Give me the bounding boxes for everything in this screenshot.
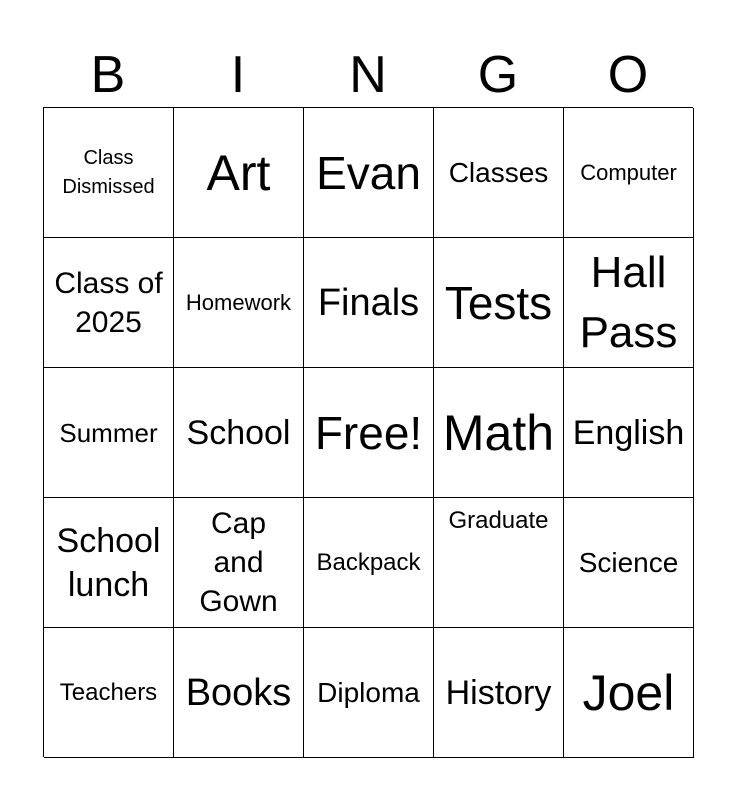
bingo-cell[interactable] xyxy=(564,498,694,628)
bingo-header xyxy=(43,44,693,106)
bingo-cell[interactable] xyxy=(564,368,694,498)
bingo-cell[interactable] xyxy=(434,108,564,238)
bingo-board xyxy=(43,107,693,757)
bingo-cell[interactable] xyxy=(434,238,564,368)
cell-label: Art xyxy=(206,144,271,201)
cell-label: Science xyxy=(578,546,679,578)
bingo-cell[interactable] xyxy=(44,498,174,628)
cell-label: Free! xyxy=(314,406,423,459)
bingo-cell[interactable] xyxy=(304,498,434,628)
cell-label: Cap and Gown xyxy=(199,507,278,618)
header-letter-g: G xyxy=(477,46,519,104)
header-letter-o: O xyxy=(607,46,649,104)
cell-label: Finals xyxy=(317,281,420,324)
bingo-cell[interactable] xyxy=(44,628,174,758)
cell-label: Summer xyxy=(59,417,158,448)
bingo-cell[interactable] xyxy=(434,498,564,628)
cell-label: Class Dismissed xyxy=(62,146,155,198)
bingo-cell[interactable] xyxy=(174,238,304,368)
cell-label: Math xyxy=(442,404,555,461)
cell-label: History xyxy=(445,673,552,712)
bingo-cell[interactable] xyxy=(434,368,564,498)
header-letter-n: N xyxy=(349,46,387,104)
bingo-cell[interactable] xyxy=(174,498,304,628)
cell-label: English xyxy=(572,413,685,452)
bingo-cell[interactable] xyxy=(44,368,174,498)
bingo-cell[interactable] xyxy=(304,628,434,758)
cell-label: Tests xyxy=(444,276,553,329)
cell-label: Graduate xyxy=(448,507,549,534)
header-letter-b: B xyxy=(90,46,126,104)
bingo-cell[interactable] xyxy=(564,628,694,758)
cell-label: Hall Pass xyxy=(579,247,678,357)
bingo-cell[interactable] xyxy=(304,238,434,368)
cell-label: Teachers xyxy=(59,679,158,706)
cell-label: Books xyxy=(185,671,292,714)
cell-label: Class of 2025 xyxy=(54,266,163,339)
cell-label: Computer xyxy=(580,159,677,185)
bingo-cell[interactable] xyxy=(434,628,564,758)
bingo-cell[interactable] xyxy=(174,108,304,238)
header-letter-i: I xyxy=(230,46,246,104)
bingo-cell[interactable] xyxy=(174,368,304,498)
bingo-cell[interactable] xyxy=(304,368,434,498)
cell-label: Backpack xyxy=(316,549,421,576)
cell-label: School lunch xyxy=(56,521,161,604)
bingo-cell[interactable] xyxy=(44,238,174,368)
cell-label: Homework xyxy=(185,289,292,315)
cell-label: Evan xyxy=(316,146,421,199)
cell-label: Joel xyxy=(582,664,675,721)
cell-label: School xyxy=(186,413,291,452)
bingo-cell[interactable] xyxy=(564,238,694,368)
bingo-cell[interactable] xyxy=(304,108,434,238)
cell-label: Diploma xyxy=(317,676,420,708)
bingo-cell[interactable] xyxy=(44,108,174,238)
bingo-cell[interactable] xyxy=(174,628,304,758)
bingo-cell[interactable] xyxy=(564,108,694,238)
cell-label: Classes xyxy=(448,156,549,188)
